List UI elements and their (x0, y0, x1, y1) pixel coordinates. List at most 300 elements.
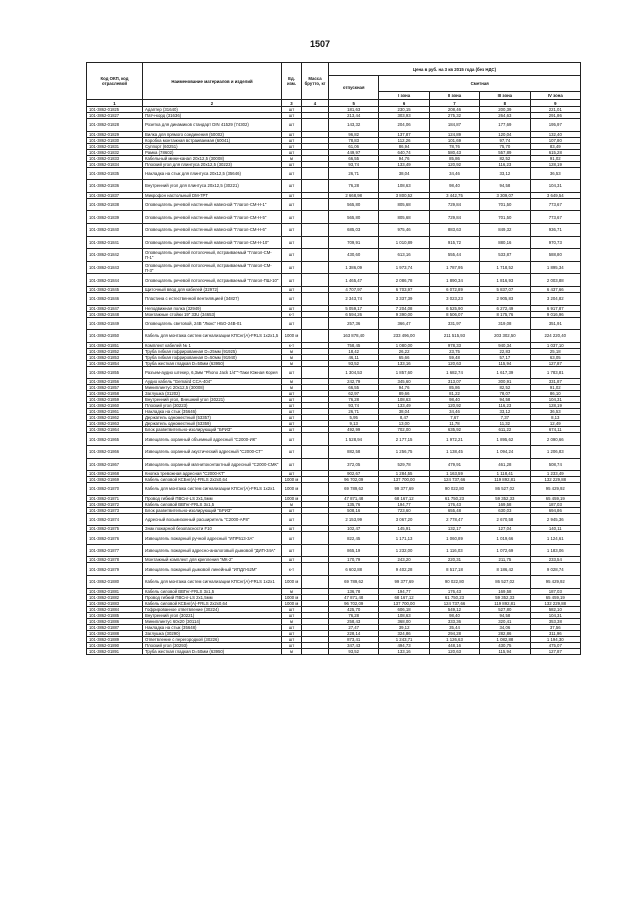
price-zone-1: 243,20 (379, 557, 429, 563)
price-zone-2: 1 890,34 (429, 274, 479, 287)
price-zone-3: 300,91 (480, 379, 530, 385)
header-release: отпускная (329, 76, 379, 100)
price-zone-2: 124 737,66 (429, 600, 479, 606)
table-row (87, 211, 581, 224)
price-zone-2: 61 750,23 (429, 594, 479, 600)
price-zone-1: 68 167,12 (379, 495, 429, 501)
item-code: 101-3862-01846 (87, 292, 143, 305)
item-name: Кабель силовой КСБнг(А)-FRLS 2x2x0,64 (143, 477, 282, 483)
item-unit: шт (282, 317, 302, 330)
price-release: 135,76 (329, 501, 379, 507)
item-name: Вилка для прямого соединения (50002) (143, 131, 282, 137)
price-zone-3: 177,69 (480, 119, 530, 132)
price-zone-2: 1 163,59 (429, 471, 479, 477)
price-release: 1 465,47 (329, 274, 379, 287)
price-release: 6 602,88 (329, 563, 379, 576)
item-mass (302, 180, 329, 193)
item-name: Извещатель охранный акустический адресный "С2000-СТ" (143, 445, 282, 458)
item-name: Кабель силовой ВВГнг-FRLS 3x1,5 (143, 501, 282, 507)
item-code: 101-3862-01870 (87, 483, 143, 496)
item-name: Заглушка (31202) (143, 391, 282, 397)
price-zone-2: 120,63 (429, 360, 479, 366)
price-zone-3: 200,39 (480, 107, 530, 113)
price-zone-4: 104,31 (530, 397, 580, 403)
item-code: 101-3862-01836 (87, 180, 143, 193)
price-zone-2: 915,72 (429, 236, 479, 249)
item-code: 101-3862-01883 (87, 600, 143, 606)
item-name: Гофрированное ответвление (30224) (143, 606, 282, 612)
price-zone-2: 211 515,93 (429, 330, 479, 343)
item-name: Коробка монтажная встраиваемая (60041) (143, 137, 282, 143)
price-release: 2 668,98 (329, 192, 379, 198)
item-name: Внутренний угол для плинтуса 20x12,5 (30221) (143, 180, 282, 193)
price-zone-2: 1 787,95 (429, 261, 479, 274)
price-zone-3: 7,37 (480, 415, 530, 421)
item-name: Микрофон настольный DM-7PT (143, 192, 282, 198)
price-zone-2: 85,86 (429, 155, 479, 161)
item-mass (302, 544, 329, 557)
item-code: 101-3862-01829 (87, 131, 143, 137)
price-release: 258,43 (329, 618, 379, 624)
price-zone-4: 36,53 (530, 167, 580, 180)
price-zone-4: 1 124,61 (530, 532, 580, 545)
price-zone-1: 345,60 (379, 379, 429, 385)
price-zone-4: 195,97 (530, 119, 580, 132)
item-code: 101-3862-01840 (87, 223, 143, 236)
item-unit: м (282, 648, 302, 654)
price-zone-4: 1 895,34 (530, 261, 580, 274)
price-zone-2: 729,84 (429, 211, 479, 224)
item-name: Ответвление с перегородкой (30226) (143, 636, 282, 642)
item-mass (302, 261, 329, 274)
item-name: Извещатель пожарный ручной адресный "ИПР513-3А" (143, 532, 282, 545)
price-release: 508,16 (329, 507, 379, 513)
price-zone-1: 805,68 (379, 211, 429, 224)
price-zone-2: 176,43 (429, 501, 479, 507)
item-code: 101-3862-01879 (87, 563, 143, 576)
price-zone-3: 203 302,50 (480, 330, 530, 343)
price-release: 492,99 (329, 427, 379, 433)
item-mass (302, 317, 329, 330)
price-release: 2 343,74 (329, 292, 379, 305)
item-mass (302, 236, 329, 249)
price-zone-4: 773,67 (530, 211, 580, 224)
price-zone-4: 1 194,30 (530, 636, 580, 642)
price-release: 96 702,09 (329, 600, 379, 606)
price-release: 758,45 (329, 342, 379, 348)
price-release: 228,14 (329, 630, 379, 636)
price-zone-1: 702,00 (379, 427, 429, 433)
item-name: Розетка для динамиков стандарт DIN 41529 (74302) (143, 119, 282, 132)
price-zone-3: 82,52 (480, 385, 530, 391)
item-code: 101-3862-01889 (87, 636, 143, 642)
price-zone-2: 98,40 (429, 612, 479, 618)
price-zone-2: 90 022,80 (429, 576, 479, 589)
price-zone-2: 101,69 (429, 137, 479, 143)
price-zone-3: 33,12 (480, 167, 530, 180)
item-unit: шт (282, 211, 302, 224)
price-zone-2: 124 737,66 (429, 477, 479, 483)
price-release: 425,70 (329, 606, 379, 612)
item-name: Рамка (78602) (143, 149, 282, 155)
price-zone-4: 37,56 (530, 624, 580, 630)
price-zone-3: 119 892,81 (480, 600, 530, 606)
col-number: 5 (329, 100, 379, 107)
item-name: Плоский угол (30223) (143, 403, 282, 409)
item-name: Монтажные стойки 19" 33U (34653) (143, 311, 282, 317)
price-zone-2: 98,40 (429, 180, 479, 193)
item-code: 101-3862-01861 (87, 409, 143, 415)
item-code: 101-3862-01876 (87, 532, 143, 545)
price-zone-3: 1 718,52 (480, 261, 530, 274)
item-code: 101-3862-01877 (87, 544, 143, 557)
table-row (87, 445, 581, 458)
item-code: 101-3862-01833 (87, 155, 143, 161)
price-release: 61,06 (329, 143, 379, 149)
table-row (87, 249, 581, 262)
price-zone-4: 970,73 (530, 236, 580, 249)
item-name: Кабель силовой ВВГнг-FRLS 3x1,5 (143, 588, 282, 594)
item-code: 101-3862-01827 (87, 113, 143, 119)
price-zone-4: 132 229,88 (530, 477, 580, 483)
header-code: Код ОКП, код отраслевой (87, 63, 143, 100)
price-zone-1: 2 177,15 (379, 433, 429, 446)
item-unit: м (282, 588, 302, 594)
item-unit: шт (282, 445, 302, 458)
price-zone-3: 1 118,41 (480, 471, 530, 477)
item-unit: шт (282, 471, 302, 477)
price-zone-1: 99 377,69 (379, 483, 429, 496)
price-zone-3: 115,94 (480, 360, 530, 366)
table-row (87, 576, 581, 589)
item-code: 101-3862-01860 (87, 403, 143, 409)
item-unit: шт (282, 391, 302, 397)
price-release: 6 594,26 (329, 311, 379, 317)
price-release: 76,28 (329, 180, 379, 193)
header-unit: Ед. изм. (282, 63, 302, 100)
price-zone-4: 353,38 (530, 618, 580, 624)
item-unit: шт (282, 415, 302, 421)
item-unit: шт (282, 143, 302, 149)
price-release: 96 702,09 (329, 477, 379, 483)
col-number: 4 (302, 100, 329, 107)
item-code: 101-3862-01839 (87, 211, 143, 224)
item-unit: к-т (282, 342, 302, 348)
price-zone-2: 1 682,74 (429, 366, 479, 379)
price-zone-4: 2 003,88 (530, 274, 580, 287)
price-zone-4: 694,86 (530, 507, 580, 513)
price-zone-1: 137 700,00 (379, 600, 429, 606)
price-zone-4: 508,74 (530, 458, 580, 471)
price-zone-2: 448,16 (429, 642, 479, 648)
price-zone-1: 1 010,89 (379, 236, 429, 249)
price-zone-4: 1 183,06 (530, 544, 580, 557)
item-mass (302, 119, 329, 132)
item-unit: шт (282, 223, 302, 236)
price-release: 5 059,17 (329, 305, 379, 311)
price-zone-3: 82,52 (480, 155, 530, 161)
price-zone-2: 90 022,80 (429, 483, 479, 496)
price-zone-2: 120,63 (429, 648, 479, 654)
price-zone-4: 351,91 (530, 317, 580, 330)
price-release: 69 789,62 (329, 483, 379, 496)
item-code: 101-3862-01865 (87, 433, 143, 446)
price-zone-2: 313,07 (429, 379, 479, 385)
item-name: Плоский угол для плинтуса 20x12,5 (30223) (143, 161, 282, 167)
price-zone-2: 6 525,90 (429, 305, 479, 311)
price-zone-3: 94,58 (480, 397, 530, 403)
price-zone-3: 33,12 (480, 409, 530, 415)
price-release: 213,44 (329, 113, 379, 119)
price-zone-3: 78,07 (480, 391, 530, 397)
price-release: 565,80 (329, 211, 379, 224)
item-name: Кнопка тревожная адресная "С2000-КТ" (143, 471, 282, 477)
price-zone-3: 116,23 (480, 403, 530, 409)
item-code: 101-3862-01869 (87, 477, 143, 483)
price-zone-2: 978,33 (429, 342, 479, 348)
item-code: 101-3862-01880 (87, 576, 143, 589)
header-mass: Масса брутто, кг (302, 63, 329, 100)
price-zone-4: 3 649,54 (530, 192, 580, 198)
price-zone-1: 65,66 (379, 354, 429, 360)
price-zone-1: 230,15 (379, 107, 429, 113)
price-zone-3: 94,58 (480, 180, 530, 193)
price-zone-4: 36,53 (530, 409, 580, 415)
item-name: Кабель для монтажа систем сигнализации КПСнг(А)-FRLS 1x2x1 (143, 483, 282, 496)
price-zone-4: 233,54 (530, 557, 580, 563)
item-name: Накладка на стык (35648) (143, 624, 282, 630)
item-name: Комплект кабелей № 1 (143, 342, 282, 348)
price-zone-3: 34,06 (480, 624, 530, 630)
item-unit: шт (282, 526, 302, 532)
price-zone-4: 936,71 (530, 223, 580, 236)
item-name: Оповещатель речевой потолочный, встраиваемый "Глагол-СМ-П-3" (143, 261, 282, 274)
table-row (87, 433, 581, 446)
price-zone-1: 1 256,75 (379, 445, 429, 458)
item-code: 101-3862-01854 (87, 360, 143, 366)
item-unit: шт (282, 113, 302, 119)
price-table (86, 62, 581, 655)
price-zone-4: 1 233,49 (530, 471, 580, 477)
price-zone-2: 98,40 (429, 397, 479, 403)
price-zone-2: 59,48 (429, 354, 479, 360)
item-unit: м (282, 360, 302, 366)
price-zone-4: 674,11 (530, 427, 580, 433)
item-code: 101-3862-01867 (87, 458, 143, 471)
item-unit: шт (282, 261, 302, 274)
item-name: Оповещатель речевой потолочный, встраиваемый "Глагол-СМ-П-1" (143, 249, 282, 262)
price-release: 66,55 (329, 385, 379, 391)
item-code: 101-3862-01842 (87, 249, 143, 262)
price-zone-2: 580,43 (429, 149, 479, 155)
price-zone-2: 132,17 (429, 526, 479, 532)
item-name: Провод гибкий ПВСнг-LS 2x1,5мм (143, 594, 282, 600)
item-mass (302, 223, 329, 236)
price-zone-2: 11,78 (429, 421, 479, 427)
price-release: 430,60 (329, 249, 379, 262)
item-unit: шт (282, 249, 302, 262)
price-zone-2: 555,44 (429, 249, 479, 262)
price-release: 1 386,09 (329, 261, 379, 274)
item-mass (302, 445, 329, 458)
price-zone-2: 78,76 (429, 143, 479, 149)
price-release: 449,97 (329, 149, 379, 155)
item-name: Оповещатель речевой потолочный, встраиваемый "Глагол-ПШ-10" (143, 274, 282, 287)
item-unit: шт (282, 149, 302, 155)
item-unit: м (282, 618, 302, 624)
price-zone-4: 1 037,10 (530, 342, 580, 348)
item-code: 101-3862-01858 (87, 391, 143, 397)
price-zone-4: 83,49 (530, 143, 580, 149)
item-name: Патч-корд (31636) (143, 113, 282, 119)
price-zone-1: 133,49 (379, 161, 429, 167)
item-unit: 1000 м (282, 483, 302, 496)
price-zone-4: 588,80 (530, 249, 580, 262)
header-price-group: Цена в руб. на 3 кв 2015 года (без НДС) (329, 63, 581, 76)
col-number: 6 (379, 100, 429, 107)
price-zone-1: 108,63 (379, 397, 429, 403)
table-row (87, 317, 581, 330)
price-zone-3: 1 816,93 (480, 274, 530, 287)
table-row (87, 366, 581, 379)
item-unit: шт (282, 119, 302, 132)
item-name: Труба гибкая гофрированная D=50мм (91940) (143, 354, 282, 360)
table-row (87, 330, 581, 343)
item-unit: шт (282, 397, 302, 403)
price-zone-1: 3 337,39 (379, 292, 429, 305)
price-zone-1: 145,91 (379, 526, 429, 532)
price-zone-4: 132 229,88 (530, 600, 580, 606)
item-name: Плоский угол (30293) (143, 642, 282, 648)
price-zone-3: 127,04 (480, 526, 530, 532)
price-zone-1: 2 086,78 (379, 274, 429, 287)
price-table-body (87, 107, 581, 655)
price-zone-3: 701,50 (480, 198, 530, 211)
price-zone-2: 120,92 (429, 161, 479, 167)
price-zone-3: 880,16 (480, 236, 530, 249)
item-unit: шт (282, 421, 302, 427)
price-zone-3: 1 895,62 (480, 433, 530, 446)
item-unit: м (282, 155, 302, 161)
price-zone-4: 331,87 (530, 379, 580, 385)
item-name: Монтажный комплект для крепления "МК-2" (143, 557, 282, 563)
item-mass (302, 211, 329, 224)
price-zone-4: 475,07 (530, 642, 580, 648)
price-zone-4: 91,02 (530, 385, 580, 391)
item-code: 101-3862-01887 (87, 624, 143, 630)
price-zone-1: 39,12 (379, 624, 429, 630)
item-name: Держатель одноместный (53357) (143, 415, 282, 421)
price-zone-1: 194,77 (379, 588, 429, 594)
item-name: Кабель для монтажа систем сигнализации КПСнг(А)-FRLS 1x2x1 (143, 576, 282, 589)
price-release: 18,42 (329, 348, 379, 354)
price-release: 902,67 (329, 471, 379, 477)
item-name: Оповещатель световой, 24В "Люкс" НБО-24В-01 (143, 317, 282, 330)
price-zone-2: 85,86 (429, 385, 479, 391)
item-code: 101-3862-01850 (87, 330, 143, 343)
item-unit: шт (282, 274, 302, 287)
price-zone-2: 635,92 (429, 427, 479, 433)
item-unit: к-т (282, 563, 302, 576)
table-row (87, 198, 581, 211)
price-zone-1: 89,66 (379, 391, 429, 397)
price-zone-2: 220,31 (429, 557, 479, 563)
price-zone-4: 1 206,83 (530, 445, 580, 458)
item-unit: 1000 м (282, 576, 302, 589)
table-row (87, 563, 581, 576)
price-zone-2: 61 750,23 (429, 495, 479, 501)
price-zone-3: 169,58 (480, 501, 530, 507)
price-release: 27,47 (329, 624, 379, 630)
price-release: 69 789,62 (329, 576, 379, 589)
item-name: Оповещатель речевой настенный навесной "Глагол-СМ-Н-6" (143, 223, 282, 236)
item-unit: шт (282, 107, 302, 113)
price-release: 865,19 (329, 544, 379, 557)
item-unit: шт (282, 137, 302, 143)
item-code: 101-3862-01847 (87, 305, 143, 311)
price-release: 257,36 (329, 317, 379, 330)
price-zone-1: 108,63 (379, 180, 429, 193)
price-release: 96,82 (329, 131, 379, 137)
price-zone-2: 8 517,18 (429, 563, 479, 576)
table-row (87, 458, 581, 471)
price-zone-3: 319,08 (480, 317, 530, 330)
header-zone-1: I зона (379, 92, 429, 100)
item-code: 101-3862-01835 (87, 167, 143, 180)
item-name: Извещатель пожарный дымовой линейный "ИПДЛ-52М" (143, 563, 282, 576)
price-zone-4: 615,28 (530, 149, 580, 155)
price-zone-1: 494,73 (379, 642, 429, 648)
price-zone-2: 2 778,47 (429, 513, 479, 526)
item-unit: шт (282, 180, 302, 193)
item-name: Внутренний угол (30221) (143, 612, 282, 618)
item-code: 101-3862-01874 (87, 513, 143, 526)
price-zone-4: 9 016,96 (530, 311, 580, 317)
price-zone-1: 975,46 (379, 223, 429, 236)
header-zone-4: IV зона (530, 92, 580, 100)
price-zone-1: 529,78 (379, 458, 429, 471)
price-zone-1: 1 284,55 (379, 471, 429, 477)
item-code: 101-3862-01881 (87, 588, 143, 594)
price-release: 1 304,53 (329, 366, 379, 379)
item-unit: шт (282, 513, 302, 526)
price-release: 102,47 (329, 526, 379, 532)
price-zone-3: 282,86 (480, 630, 530, 636)
price-zone-4: 95 429,92 (530, 576, 580, 589)
price-zone-1: 68 167,12 (379, 594, 429, 600)
item-unit: 1000 м (282, 330, 302, 343)
item-unit: шт (282, 433, 302, 446)
item-unit: м (282, 379, 302, 385)
price-zone-2: 3 442,75 (429, 192, 479, 198)
item-code: 101-3862-01849 (87, 317, 143, 330)
price-zone-1: 324,86 (379, 630, 429, 636)
item-name: Труба жесткая гладкая D=50мм (63950) (143, 648, 282, 654)
item-unit: шт (282, 606, 302, 612)
item-unit: шт (282, 636, 302, 642)
price-zone-3: 97,74 (480, 137, 530, 143)
item-code: 101-3862-01852 (87, 348, 143, 354)
price-release: 78,83 (329, 137, 379, 143)
item-unit: м (282, 354, 302, 360)
item-name: Миниплинтус 60x20 (30114) (143, 618, 282, 624)
price-zone-3: 2 905,83 (480, 292, 530, 305)
price-zone-2: 120,92 (429, 403, 479, 409)
price-zone-1: 133,16 (379, 648, 429, 654)
price-zone-3: 264,63 (480, 113, 530, 119)
price-zone-1: 38,04 (379, 409, 429, 415)
item-name: Труба гибкая гофрированная D=25мм (91925) (143, 348, 282, 354)
